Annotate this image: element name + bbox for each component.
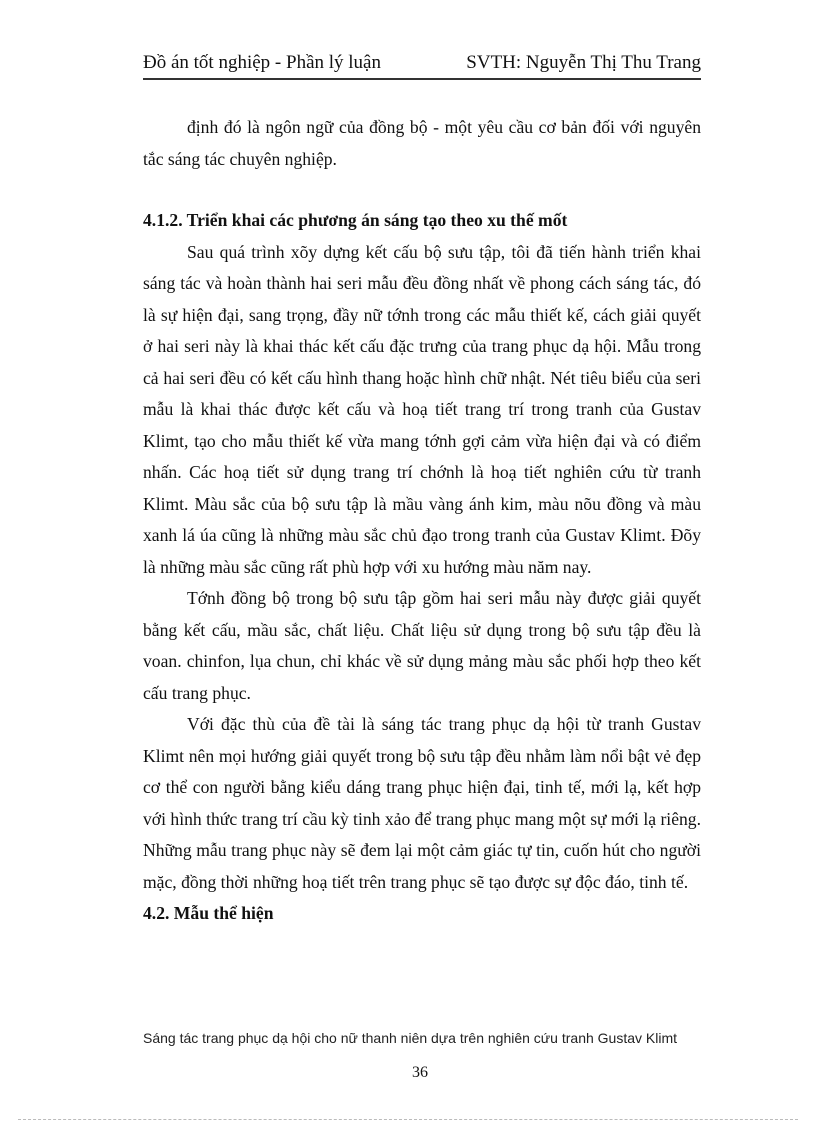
paragraph-3: Với đặc thù của đề tài là sáng tác trang phục dạ hội từ tranh Gustav Klimt nên mọi hướng giải quyết trong bộ sưu tập đều nhằm làm nổi bật vẻ đẹp cơ thể con người bằng kiểu dáng trang phục hiện đại, tinh tế, mới lạ, kết hợp với hình thức trang trí cầu kỳ tinh xảo để trang phục mang một sự mới lạ riêng. Những mẫu trang phục này sẽ đem lại một cảm giác tự tin, cuốn hút cho người mặc, đồng thời những hoạ tiết trên trang phục sẽ tạo được sự độc đáo, tinh tế. <box>143 714 701 892</box>
intro-paragraph: định đó là ngôn ngữ của đồng bộ - một yêu cầu cơ bản đối với nguyên tắc sáng tác chuyên nghiệp. <box>143 117 701 169</box>
header-left-text: Đồ án tốt nghiệp - Phần lý luận <box>143 52 381 73</box>
header-right-text: SVTH: Nguyễn Thị Thu Trang <box>466 52 701 73</box>
paragraph-1: Sau quá trình xõy dựng kết cấu bộ sưu tập, tôi đã tiến hành triển khai sáng tác và hoàn thành hai seri mẫu đều đồng nhất về phong cách sáng tác, đó là sự hiện đại, sang trọng, đầy nữ tớnh trong các mẫu thiết kế, cách giải quyết ở hai seri này là khai thác kết cấu đặc trưng của trang phục dạ hội. Mẫu trong cả hai seri đều có kết cấu hình thang hoặc hình chữ nhật. Nét tiêu biểu của seri mẫu là khai thác được kết cấu và hoạ tiết trang trí trong tranh của Gustav Klimt, tạo cho mẫu thiết kế vừa mang tớnh gợi cảm vừa hiện đại và có điểm nhấn. Các hoạ tiết sử dụng trang trí chớnh là hoạ tiết nghiên cứu từ tranh Klimt. Màu sắc của bộ sưu tập là mầu vàng ánh kim, màu nõu đồng và màu xanh lá úa cũng là những màu sắc chủ đạo trong tranh của Gustav Klimt. Đõy là những màu sắc cũng rất phù hợp với xu hướng màu năm nay. <box>143 241 701 577</box>
paragraph-2: Tớnh đồng bộ trong bộ sưu tập gồm hai seri mẫu này được giải quyết bằng kết cấu, mầu sắc, chất liệu. Chất liệu sử dụng trong bộ sưu tập đều là voan. chinfon, lụa chun, chỉ khác về sử dụng mảng màu sắc phối hợp theo kết cấu trang phục. <box>143 588 701 703</box>
section-heading-4-1-2: 4.1.2. Triển khai các phương án sáng tạo theo xu thế mốt <box>143 210 568 230</box>
page-body <box>143 112 701 930</box>
page-header <box>143 50 701 80</box>
bottom-divider <box>18 1119 798 1120</box>
page-number: 36 <box>412 1064 428 1081</box>
footer-text: Sáng tác trang phục dạ hội cho nữ thanh niên dựa trên nghiên cứu tranh Gustav Klimt <box>143 1030 678 1046</box>
section-heading-4-2: 4.2. Mẫu thể hiện <box>143 903 274 923</box>
